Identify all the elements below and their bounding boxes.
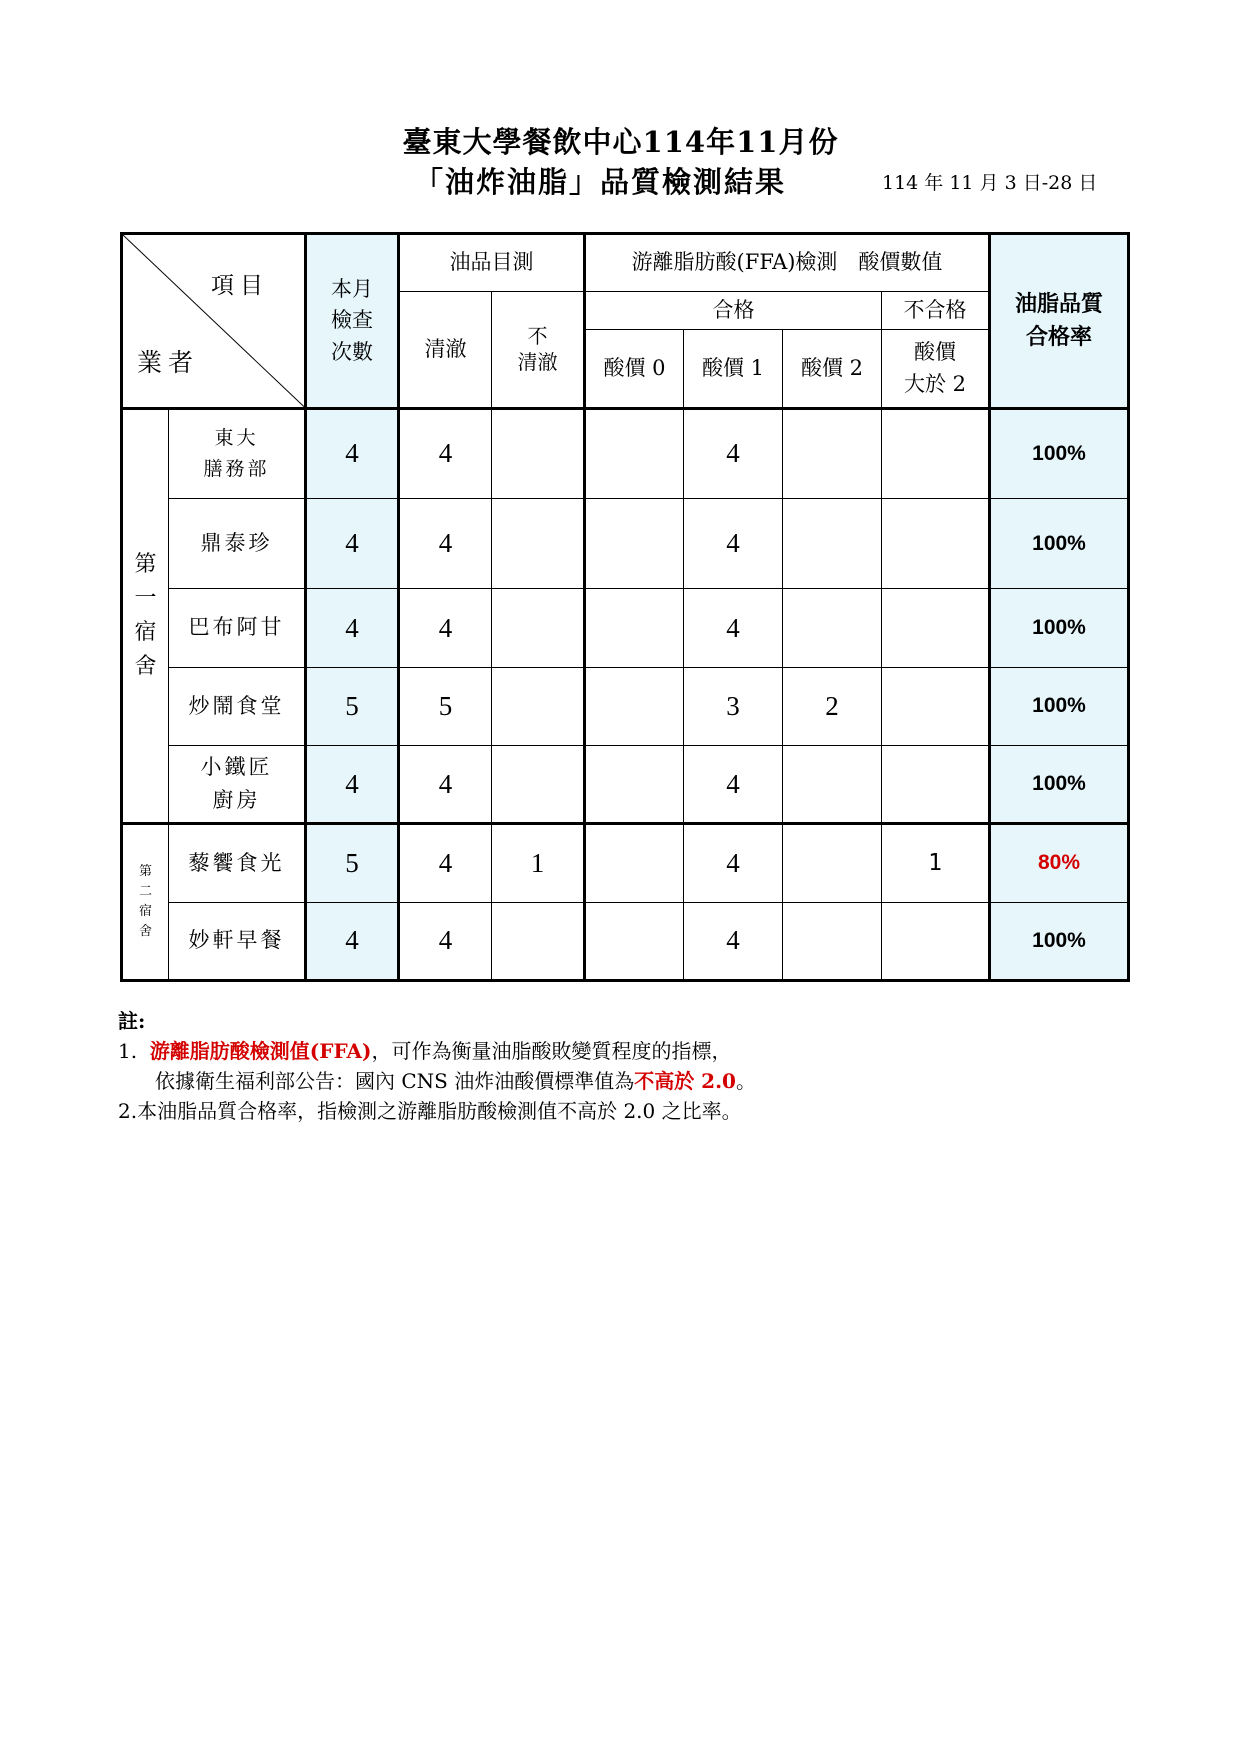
clear-cell: 4 [399, 746, 492, 824]
notes-heading: 註: [118, 1009, 146, 1033]
acid-over-2-header: 酸價 大於 2 [882, 330, 990, 408]
dorm-2-label: 第 二 宿 舍 [122, 824, 169, 981]
not-clear-cell [492, 902, 585, 980]
note-1-line-2-text: 依據衛生福利部公告：國內 CNS 油炸油酸價標準值為 [155, 1069, 635, 1093]
acid-1-cell: 3 [684, 667, 783, 745]
vendor-name: 鼎泰珍 [169, 499, 306, 589]
note-1-number: 1. [118, 1039, 138, 1063]
acid-0-header: 酸價 0 [585, 330, 684, 408]
pass-rate-cell: 100% [990, 499, 1129, 589]
monthly-checks-header: 本月 檢查 次數 [306, 234, 399, 409]
vendor-name: 巴布阿甘 [169, 589, 306, 667]
vendor-name: 炒鬧食堂 [169, 667, 306, 745]
acid-2-cell [783, 824, 882, 902]
acid-0-cell [585, 589, 684, 667]
vendor-name: 妙軒早餐 [169, 902, 306, 980]
clear-cell: 4 [399, 589, 492, 667]
checks-cell: 4 [306, 499, 399, 589]
clear-header: 清澈 [399, 292, 492, 408]
header-corner-cell [122, 234, 306, 409]
acid-1-cell: 4 [684, 408, 783, 498]
acid-2-cell: 2 [783, 667, 882, 745]
fail-group-header: 不合格 [882, 292, 990, 330]
pass-rate-header: 油脂品質 合格率 [990, 234, 1129, 409]
clear-cell: 4 [399, 902, 492, 980]
note-2: 2.本油脂品質合格率，指檢測之游離脂肪酸檢測值不高於 2.0 之比率。 [118, 1099, 742, 1123]
pass-rate-cell: 80% [990, 824, 1129, 902]
acid-2-cell [783, 499, 882, 589]
acid-1-cell: 4 [684, 589, 783, 667]
acid-over-2-cell [882, 746, 990, 824]
clear-cell: 5 [399, 667, 492, 745]
not-clear-cell [492, 589, 585, 667]
table-row [122, 589, 1129, 667]
acid-0-cell [585, 667, 684, 745]
clear-cell: 4 [399, 824, 492, 902]
not-clear-cell [492, 746, 585, 824]
note-1-standard: 不高於 2.0 [634, 1069, 736, 1093]
acid-over-2-cell [882, 589, 990, 667]
dorm-1-label: 第 一 宿 舍 [122, 408, 169, 824]
note-1-line-2-end: 。 [735, 1069, 756, 1093]
checks-cell: 5 [306, 824, 399, 902]
acid-over-2-cell [882, 902, 990, 980]
vendor-name: 東大 膳務部 [169, 408, 306, 498]
acid-0-cell [585, 824, 684, 902]
acid-over-2-cell [882, 667, 990, 745]
acid-1-cell: 4 [684, 902, 783, 980]
acid-2-cell [783, 746, 882, 824]
acid-2-header: 酸價 2 [783, 330, 882, 408]
item-header: 項目 [211, 273, 269, 299]
acid-2-cell [783, 902, 882, 980]
table-row [122, 667, 1129, 745]
not-clear-cell [492, 667, 585, 745]
table-row [122, 824, 1129, 902]
table-row [122, 746, 1129, 824]
diagonal-line [123, 235, 304, 407]
page-title: 臺東大學餐飲中心114年11月份 [402, 125, 839, 159]
page-subtitle: 「油炸油脂」品質檢測結果 [414, 165, 787, 199]
acid-0-cell [585, 499, 684, 589]
acid-over-2-cell: 1 [882, 824, 990, 902]
note-1-text: ，可作為衡量油脂酸敗變質程度的指標， [371, 1039, 732, 1063]
clear-cell: 4 [399, 408, 492, 498]
pass-rate-cell: 100% [990, 902, 1129, 980]
not-clear-cell: 1 [492, 824, 585, 902]
acid-2-cell [783, 408, 882, 498]
checks-cell: 5 [306, 667, 399, 745]
visual-inspection-header: 油品目測 [399, 234, 585, 292]
pass-rate-cell: 100% [990, 589, 1129, 667]
acid-1-header: 酸價 1 [684, 330, 783, 408]
pass-rate-cell: 100% [990, 408, 1129, 498]
acid-over-2-cell [882, 499, 990, 589]
acid-1-cell: 4 [684, 746, 783, 824]
date-range: 114 年 11 月 3 日-28 日 [882, 172, 1098, 194]
note-1-highlight: 游離脂肪酸檢測值(FFA) [149, 1039, 372, 1063]
checks-cell: 4 [306, 746, 399, 824]
table-row [122, 902, 1129, 980]
not-clear-cell [492, 499, 585, 589]
note-1-line-2 [118, 1066, 756, 1096]
notes-section [118, 1006, 756, 1126]
not-clear-header: 不 清澈 [492, 292, 585, 408]
vendor-name: 藜饗食光 [169, 824, 306, 902]
checks-cell: 4 [306, 408, 399, 498]
acid-1-cell: 4 [684, 824, 783, 902]
acid-0-cell [585, 408, 684, 498]
checks-cell: 4 [306, 902, 399, 980]
acid-over-2-cell [882, 408, 990, 498]
table-row [122, 499, 1129, 589]
acid-0-cell [585, 902, 684, 980]
vendor-header: 業者 [137, 348, 200, 377]
checks-cell: 4 [306, 589, 399, 667]
acid-2-cell [783, 589, 882, 667]
acid-1-cell: 4 [684, 499, 783, 589]
oil-quality-table [120, 232, 1130, 982]
ffa-test-header: 游離脂肪酸(FFA)檢測 酸價數值 [585, 234, 990, 292]
note-1 [118, 1036, 756, 1066]
pass-rate-cell: 100% [990, 746, 1129, 824]
acid-0-cell [585, 746, 684, 824]
clear-cell: 4 [399, 499, 492, 589]
pass-rate-cell: 100% [990, 667, 1129, 745]
pass-group-header: 合格 [585, 292, 882, 330]
table-row [122, 408, 1129, 498]
not-clear-cell [492, 408, 585, 498]
vendor-name: 小鐵匠 廚房 [169, 746, 306, 824]
